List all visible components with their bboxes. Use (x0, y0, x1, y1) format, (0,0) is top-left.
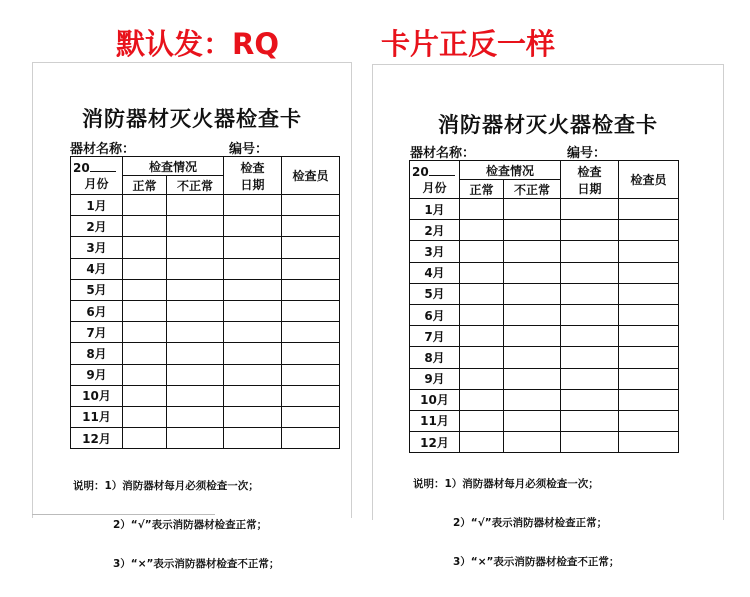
inspector-cell[interactable] (619, 347, 679, 368)
month-row (71, 237, 340, 258)
inspector-cell[interactable] (282, 428, 340, 449)
date-cell[interactable] (224, 195, 282, 216)
month-label: 12月 (71, 428, 123, 449)
month-row (410, 262, 679, 283)
abnormal-cell[interactable] (167, 195, 224, 216)
inspector-cell[interactable] (619, 432, 679, 453)
normal-cell[interactable] (123, 300, 167, 321)
abnormal-cell[interactable] (504, 432, 561, 453)
month-row (71, 322, 340, 343)
note-3: 3）“×”表示消防器材检查不正常； (113, 558, 280, 570)
month-row (410, 220, 679, 241)
note-2: 2）“√”表示消防器材检查正常； (113, 519, 268, 531)
date-cell[interactable] (224, 279, 282, 300)
month-label: 1月 (410, 199, 460, 220)
month-label: 7月 (410, 326, 460, 347)
date-cell[interactable] (561, 304, 619, 325)
normal-cell[interactable] (123, 216, 167, 237)
normal-cell[interactable] (123, 258, 167, 279)
month-label: 9月 (410, 368, 460, 389)
inspector-cell[interactable] (282, 279, 340, 300)
month-label: 9月 (71, 364, 123, 385)
inspector-cell[interactable] (282, 364, 340, 385)
note-1: 说明：1）消防器材每月必须检查一次； (73, 480, 259, 492)
normal-cell[interactable] (123, 237, 167, 258)
normal-cell[interactable] (123, 364, 167, 385)
inspector-cell[interactable] (282, 385, 340, 406)
month-label: 4月 (410, 262, 460, 283)
date-cell[interactable] (224, 216, 282, 237)
date-cell[interactable] (561, 410, 619, 431)
inspection-card-back (372, 64, 724, 568)
normal-cell[interactable] (123, 385, 167, 406)
month-header: 月份 (422, 180, 447, 195)
month-row (71, 364, 340, 385)
month-row (71, 406, 340, 427)
year-month-header (71, 157, 123, 195)
month-row (410, 326, 679, 347)
normal-header: 正常 (460, 180, 504, 199)
serial-number-label: 编号： (567, 146, 607, 161)
abnormal-cell[interactable] (504, 199, 561, 220)
date-cell[interactable] (561, 389, 619, 410)
abnormal-header: 不正常 (167, 176, 224, 195)
month-label: 4月 (71, 258, 123, 279)
inspector-cell[interactable] (619, 241, 679, 262)
abnormal-cell[interactable] (167, 406, 224, 427)
inspector-cell[interactable] (282, 343, 340, 364)
month-row (71, 216, 340, 237)
inspection-table (409, 160, 679, 453)
month-label: 1月 (71, 195, 123, 216)
inspector-cell[interactable] (619, 326, 679, 347)
month-label: 8月 (410, 347, 460, 368)
normal-cell[interactable] (123, 322, 167, 343)
inspector-cell[interactable] (282, 300, 340, 321)
month-row (410, 389, 679, 410)
inspector-cell[interactable] (619, 304, 679, 325)
abnormal-cell[interactable] (504, 304, 561, 325)
month-row (71, 279, 340, 300)
month-row (410, 368, 679, 389)
month-label: 12月 (410, 432, 460, 453)
note-3: 3）“×”表示消防器材检查不正常； (453, 556, 620, 568)
month-row (71, 428, 340, 449)
month-label: 8月 (71, 343, 123, 364)
abnormal-cell[interactable] (167, 385, 224, 406)
equipment-name-label: 器材名称： (410, 146, 476, 161)
year-field: 20 (71, 160, 122, 175)
notes (73, 454, 279, 597)
inspector-cell[interactable] (619, 220, 679, 241)
month-row (410, 241, 679, 262)
inspection-status-header: 检查情况 (460, 161, 561, 180)
abnormal-cell[interactable] (504, 389, 561, 410)
abnormal-cell[interactable] (504, 410, 561, 431)
abnormal-cell[interactable] (504, 241, 561, 262)
inspector-cell[interactable] (282, 237, 340, 258)
date-cell[interactable] (561, 220, 619, 241)
month-header: 月份 (84, 176, 109, 191)
month-label: 6月 (410, 304, 460, 325)
month-label: 3月 (410, 241, 460, 262)
abnormal-cell[interactable] (504, 326, 561, 347)
date-cell[interactable] (561, 283, 619, 304)
month-label: 2月 (71, 216, 123, 237)
inspector-cell[interactable] (619, 389, 679, 410)
inspection-status-header: 检查情况 (123, 157, 224, 176)
month-label: 2月 (410, 220, 460, 241)
inspector-cell[interactable] (619, 368, 679, 389)
abnormal-cell[interactable] (504, 347, 561, 368)
note-1: 说明：1）消防器材每月必须检查一次； (413, 478, 599, 490)
date-cell[interactable] (224, 258, 282, 279)
date-cell[interactable] (224, 322, 282, 343)
inspector-cell[interactable] (619, 410, 679, 431)
normal-cell[interactable] (460, 220, 504, 241)
normal-cell[interactable] (460, 432, 504, 453)
abnormal-cell[interactable] (504, 262, 561, 283)
date-cell[interactable] (224, 428, 282, 449)
abnormal-cell[interactable] (167, 237, 224, 258)
notes (413, 452, 619, 595)
normal-cell[interactable] (460, 283, 504, 304)
inspector-cell[interactable] (282, 406, 340, 427)
normal-header: 正常 (123, 176, 167, 195)
abnormal-cell[interactable] (167, 322, 224, 343)
month-label: 7月 (71, 322, 123, 343)
date-cell[interactable] (561, 368, 619, 389)
inspection-date-header: 检查 日期 (224, 157, 282, 195)
card-title: 消防器材灭火器检查卡 (438, 113, 658, 137)
month-row (410, 410, 679, 431)
divider (32, 514, 215, 515)
inspection-card-front (32, 62, 352, 570)
month-row (71, 300, 340, 321)
normal-cell[interactable] (460, 410, 504, 431)
banner-default-rq: 默认发：RQ (116, 27, 279, 61)
abnormal-header: 不正常 (504, 180, 561, 199)
normal-cell[interactable] (123, 428, 167, 449)
month-row (410, 283, 679, 304)
year-field: 20 (410, 164, 459, 179)
date-cell[interactable] (224, 300, 282, 321)
abnormal-cell[interactable] (167, 300, 224, 321)
date-cell[interactable] (561, 326, 619, 347)
abnormal-cell[interactable] (167, 279, 224, 300)
date-cell[interactable] (561, 241, 619, 262)
inspector-cell[interactable] (282, 322, 340, 343)
inspection-table (70, 156, 340, 449)
abnormal-cell[interactable] (167, 258, 224, 279)
normal-cell[interactable] (123, 406, 167, 427)
equipment-name-label: 器材名称： (70, 142, 136, 157)
date-cell[interactable] (561, 347, 619, 368)
normal-cell[interactable] (460, 241, 504, 262)
normal-cell[interactable] (460, 199, 504, 220)
date-cell[interactable] (224, 343, 282, 364)
date-cell[interactable] (561, 432, 619, 453)
inspector-header: 检查员 (282, 157, 340, 195)
month-label: 10月 (71, 385, 123, 406)
month-row (71, 385, 340, 406)
serial-number-label: 编号： (229, 142, 269, 157)
inspector-cell[interactable] (282, 258, 340, 279)
month-row (410, 347, 679, 368)
month-label: 11月 (410, 410, 460, 431)
inspector-cell[interactable] (282, 195, 340, 216)
abnormal-cell[interactable] (504, 283, 561, 304)
abnormal-cell[interactable] (504, 220, 561, 241)
inspector-header: 检查员 (619, 161, 679, 199)
abnormal-cell[interactable] (504, 368, 561, 389)
card-title: 消防器材灭火器检查卡 (82, 107, 302, 131)
month-row (410, 304, 679, 325)
abnormal-cell[interactable] (167, 343, 224, 364)
banner-same-both-sides: 卡片正反一样 (381, 27, 556, 61)
inspector-cell[interactable] (619, 199, 679, 220)
abnormal-cell[interactable] (167, 216, 224, 237)
abnormal-cell[interactable] (167, 364, 224, 385)
normal-cell[interactable] (460, 347, 504, 368)
date-cell[interactable] (224, 385, 282, 406)
note-2: 2）“√”表示消防器材检查正常； (453, 517, 608, 529)
normal-cell[interactable] (460, 304, 504, 325)
normal-cell[interactable] (123, 195, 167, 216)
month-row (71, 258, 340, 279)
inspector-cell[interactable] (619, 262, 679, 283)
normal-cell[interactable] (460, 368, 504, 389)
inspector-cell[interactable] (619, 283, 679, 304)
abnormal-cell[interactable] (167, 428, 224, 449)
month-label: 5月 (71, 279, 123, 300)
normal-cell[interactable] (460, 389, 504, 410)
date-cell[interactable] (224, 237, 282, 258)
normal-cell[interactable] (460, 326, 504, 347)
year-month-header (410, 161, 460, 199)
inspection-date-header: 检查 日期 (561, 161, 619, 199)
inspector-cell[interactable] (282, 216, 340, 237)
date-cell[interactable] (224, 364, 282, 385)
date-cell[interactable] (561, 199, 619, 220)
month-label: 5月 (410, 283, 460, 304)
normal-cell[interactable] (460, 262, 504, 283)
date-cell[interactable] (561, 262, 619, 283)
month-row (71, 343, 340, 364)
month-label: 6月 (71, 300, 123, 321)
month-row (71, 195, 340, 216)
month-label: 10月 (410, 389, 460, 410)
normal-cell[interactable] (123, 279, 167, 300)
month-row (410, 199, 679, 220)
month-row (410, 432, 679, 453)
date-cell[interactable] (224, 406, 282, 427)
normal-cell[interactable] (123, 343, 167, 364)
month-label: 3月 (71, 237, 123, 258)
month-label: 11月 (71, 406, 123, 427)
